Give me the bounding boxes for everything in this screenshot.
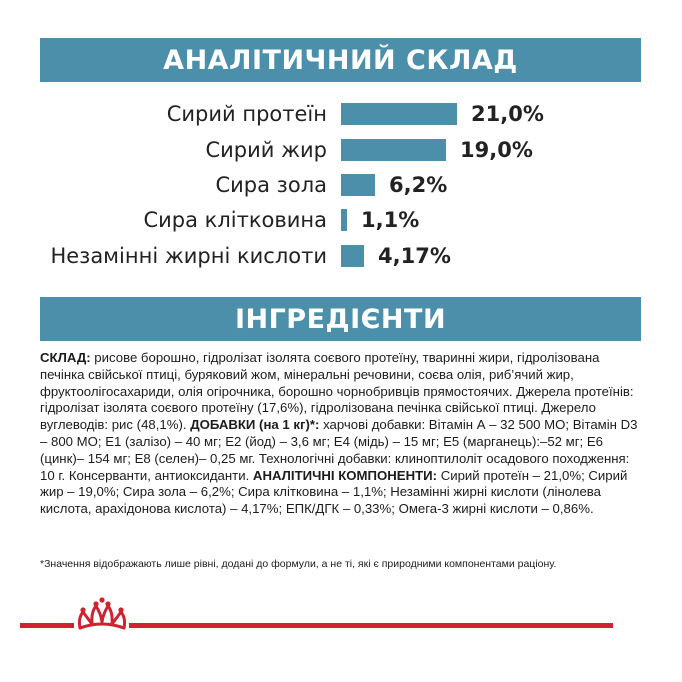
brand-rule-left bbox=[20, 623, 74, 628]
analytic-components-body: Сирий протеїн – 21,0%; Сирий жир – 19,0%; Сира зола – 6,2%; Сира клітковина – 1,1%; Незамінні жирні кислоти (лінолева кислота, арахідонова кислота) – 4,17%; ЕПК/ДГК – 0,33%; Омега-3 жирні кислоти – 0,86%. bbox=[40, 467, 628, 517]
analytic-row bbox=[0, 99, 682, 129]
additives-body: харчові добавки: Вітамін А – 32 500 МО; Вітамін D3 – 800 МО; Е1 (залізо) – 40 мг; Е2 (йод) – 3,6 мг; Е4 (мідь) – 15 мг; Е5 (марганець):–52 мг; Е6 (цинк)– 154 мг; Е8 (селен)– 0,25 мг. Технологічні добавки: клиноптилоліт осадового походження: 10 г. Консерванти, антиоксиданти. bbox=[40, 417, 638, 483]
footnote: *Значення відображають лише рівні, додані до формули, а не ті, які є природними компонентами раціону. bbox=[40, 558, 557, 570]
composition-text bbox=[40, 350, 644, 518]
analytic-composition-title: АНАЛІТИЧНИЙ СКЛАД bbox=[163, 44, 518, 76]
analytic-composition-header bbox=[40, 38, 641, 82]
analytic-components-label: АНАЛІТИЧНІ КОМПОНЕНТИ: bbox=[252, 467, 438, 483]
analytic-row bbox=[0, 241, 682, 271]
ingredients-header bbox=[40, 297, 641, 341]
additives-label: ДОБАВКИ (на 1 кг)*: bbox=[190, 417, 320, 433]
analytic-label: Сирий протеїн bbox=[166, 102, 327, 126]
brand-rule-right bbox=[129, 623, 613, 628]
analytic-row bbox=[0, 135, 682, 165]
analytic-bar bbox=[341, 245, 364, 267]
analytic-value: 21,0% bbox=[471, 102, 544, 126]
analytic-value: 6,2% bbox=[389, 173, 448, 197]
analytic-row bbox=[0, 205, 682, 235]
analytic-bar bbox=[341, 209, 347, 231]
ingredients-title: ІНГРЕДІЄНТИ bbox=[234, 303, 447, 335]
analytic-label: Сирий жир bbox=[205, 138, 327, 162]
analytic-value: 19,0% bbox=[460, 138, 533, 162]
analytic-bar bbox=[341, 103, 457, 125]
royal-canin-crown-icon bbox=[74, 594, 130, 638]
analytic-label: Сира клітковина bbox=[143, 208, 327, 232]
analytic-value: 1,1% bbox=[361, 208, 420, 232]
analytic-label: Незамінні жирні кислоти bbox=[50, 244, 327, 268]
analytic-row bbox=[0, 170, 682, 200]
composition-label: СКЛАД: bbox=[40, 350, 91, 365]
analytic-value: 4,17% bbox=[378, 244, 451, 268]
analytic-label: Сира зола bbox=[215, 173, 327, 197]
analytic-bar bbox=[341, 174, 375, 196]
composition-body: рисове борошно, гідролізат ізолята соєвого протеїну, тваринні жири, гідролізована печінка свійської птиці, буряковий жом, мінеральні речовини, соєва олія, риб’ячий жир, фруктоолігосахариди, олія огірочника, борошно чорнобривців прямостоячих. Джерела протеїнів: гідролізат ізолята соєвого протеїну (17,6%), гідролізована печінка свійської птиці. Джерело вуглеводів: рис (48,1%). bbox=[40, 350, 634, 433]
analytic-bar bbox=[341, 139, 446, 161]
